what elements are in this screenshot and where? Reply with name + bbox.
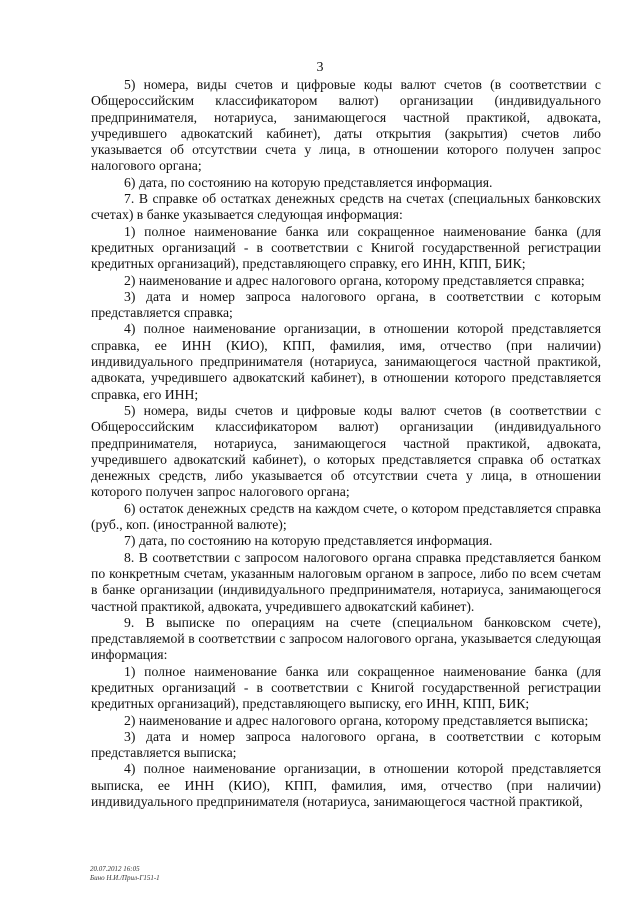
paragraph-7-item-5: 5) номера, виды счетов и цифровые коды валют счетов (в соответствии с Общероссийским классификатором валют) организации (индивидуального предпринимателя, нотариуса, занимающегося частной практикой, адвоката, учредившего адвокатский кабинет), о которых представляется справка об остатках денежных средств, либо указывается об отсутствии счета у лица, в отношении которого получен запрос налогового органа;	[91, 402, 601, 500]
paragraph-7-item-2: 2) наименование и адрес налогового органа, которому представляется справка;	[124, 272, 585, 288]
paragraph-9-item-3: 3) дата и номер запроса налогового органа, в соответствии с которым представляется выписка;	[91, 728, 601, 761]
paragraph-item-6-date: 6) дата, по состоянию на которую представляется информация.	[124, 174, 493, 190]
document-body	[91, 77, 601, 810]
paragraph-7-item-3: 3) дата и номер запроса налогового органа, в соответствии с которым представляется справка;	[91, 288, 601, 321]
paragraph-section-7: 7. В справке об остатках денежных средств на счетах (специальных банковских счетах) в банке указывается следующая информация:	[91, 191, 601, 223]
paragraph-9-item-4: 4) полное наименование организации, в отношении которой представляется выписка, ее ИНН (КИО), КПП, фамилия, имя, отчество (при наличии) индивидуального предпринимателя (нотариуса, занимающегося частной практикой,	[91, 761, 601, 810]
paragraph-7-item-1: 1) полное наименование банка или сокращенное наименование банка (для кредитных организаций - в соответствии с Книгой государственной регистрации кредитных организаций), представляющего справку, его ИНН, КПП, БИК;	[91, 223, 601, 272]
paragraph-7-item-6: 6) остаток денежных средств на каждом счете, о котором представляется справка (руб., коп. (иностранной валюте);	[91, 500, 601, 533]
paragraph-7-item-7: 7) дата, по состоянию на которую представляется информация.	[124, 533, 493, 549]
page-number: 3	[316, 60, 324, 75]
footer-timestamp: 20.07.2012 16:05	[90, 865, 140, 873]
paragraph-item-5-accounts: 5) номера, виды счетов и цифровые коды валют счетов (в соответствии с Общероссийским классификатором валют) организации (индивидуального предпринимателя, нотариуса, занимающегося частной практикой, адвоката, учредившего адвокатский кабинет), даты открытия (закрытия) счетов либо указывается об отсутствии счета у лица, в отношении которого получен запрос налогового органа;	[91, 77, 601, 174]
paragraph-section-9: 9. В выписке по операциям на счете (специальном банковском счете), представляемой в соответствии с запросом налогового органа, указывается следующая информация:	[91, 614, 601, 663]
paragraph-9-item-2: 2) наименование и адрес налогового органа, которому представляется выписка;	[124, 712, 589, 728]
document-footer	[90, 865, 160, 882]
footer-file-reference: Бино Н.И./Прил-Г151-1	[90, 873, 160, 882]
paragraph-7-item-4: 4) полное наименование организации, в отношении которой представляется справка, ее ИНН (КИО), КПП, фамилия, имя, отчество (при наличии) индивидуального предпринимателя (нотариуса, занимающегося частной практикой, адвоката, учредившего адвокатский кабинет), в отношении которого представляется справка, его ИНН;	[91, 321, 601, 402]
paragraph-9-item-1: 1) полное наименование банка или сокращенное наименование банка (для кредитных организаций - в соответствии с Книгой государственной регистрации кредитных организаций), представляющего выписку, его ИНН, КПП, БИК;	[91, 663, 601, 712]
paragraph-section-8: 8. В соответствии с запросом налогового органа справка представляется банком по конкретным счетам, указанным налоговым органом в запросе, либо по всем счетам в банке организации (индивидуального предпринимателя, нотариуса, занимающегося частной практикой, адвоката, учредившего адвокатский кабинет).	[91, 549, 601, 614]
